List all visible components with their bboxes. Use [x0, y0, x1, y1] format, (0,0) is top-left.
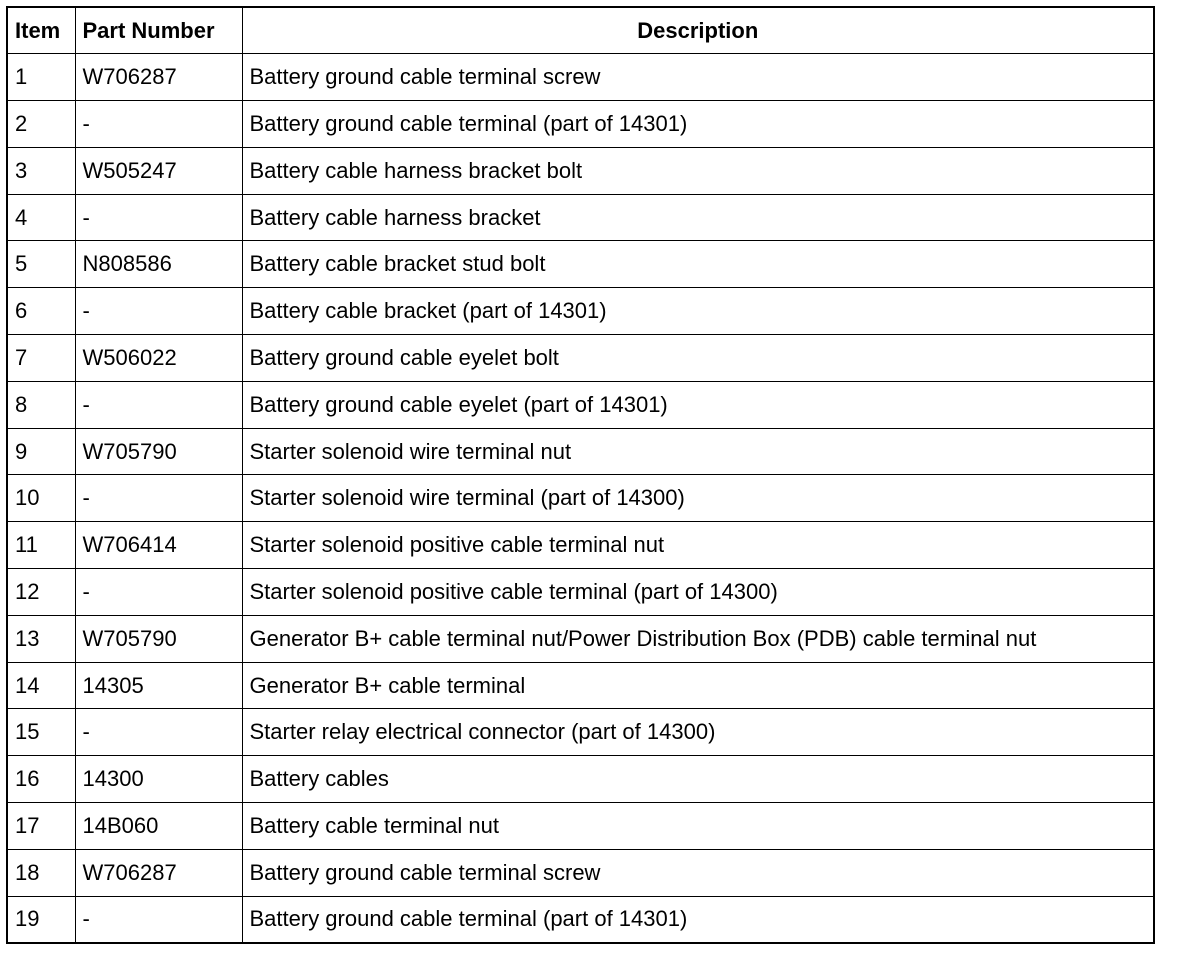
- item-cell: 15: [7, 709, 75, 756]
- item-cell: 11: [7, 522, 75, 569]
- table-row: [7, 241, 1154, 288]
- part-number-cell: W505247: [75, 147, 242, 194]
- description-cell: Battery ground cable eyelet (part of 14301): [242, 381, 1154, 428]
- part-number-cell: -: [75, 709, 242, 756]
- description-cell: Starter solenoid positive cable terminal (part of 14300): [242, 569, 1154, 616]
- part-number-cell: W705790: [75, 615, 242, 662]
- part-number-cell: -: [75, 569, 242, 616]
- item-cell: 7: [7, 335, 75, 382]
- item-cell: 13: [7, 615, 75, 662]
- item-cell: 2: [7, 101, 75, 148]
- item-cell: 9: [7, 428, 75, 475]
- item-cell: 10: [7, 475, 75, 522]
- table-row: [7, 615, 1154, 662]
- part-number-cell: W506022: [75, 335, 242, 382]
- table-row: [7, 849, 1154, 896]
- table-body: [7, 54, 1154, 943]
- part-number-cell: -: [75, 896, 242, 943]
- item-cell: 5: [7, 241, 75, 288]
- part-number-cell: -: [75, 101, 242, 148]
- description-cell: Battery cable bracket (part of 14301): [242, 288, 1154, 335]
- table-row: [7, 756, 1154, 803]
- part-number-cell: W706414: [75, 522, 242, 569]
- column-header-description: Description: [242, 7, 1154, 54]
- description-cell: Battery cable bracket stud bolt: [242, 241, 1154, 288]
- description-cell: Starter solenoid wire terminal nut: [242, 428, 1154, 475]
- description-cell: Battery cable harness bracket: [242, 194, 1154, 241]
- description-cell: Generator B+ cable terminal nut/Power Distribution Box (PDB) cable terminal nut: [242, 615, 1154, 662]
- table-row: [7, 194, 1154, 241]
- item-cell: 1: [7, 54, 75, 101]
- table-row: [7, 662, 1154, 709]
- description-cell: Battery ground cable terminal screw: [242, 54, 1154, 101]
- item-cell: 6: [7, 288, 75, 335]
- table-row: [7, 475, 1154, 522]
- header-row: [7, 7, 1154, 54]
- table-row: [7, 147, 1154, 194]
- description-cell: Battery cables: [242, 756, 1154, 803]
- part-number-cell: -: [75, 194, 242, 241]
- description-cell: Battery cable harness bracket bolt: [242, 147, 1154, 194]
- table-row: [7, 522, 1154, 569]
- table-row: [7, 803, 1154, 850]
- description-cell: Battery ground cable terminal (part of 14301): [242, 896, 1154, 943]
- table-row: [7, 335, 1154, 382]
- table-row: [7, 896, 1154, 943]
- part-number-cell: W705790: [75, 428, 242, 475]
- part-number-cell: W706287: [75, 849, 242, 896]
- parts-table: [6, 6, 1155, 944]
- table-row: [7, 569, 1154, 616]
- part-number-cell: -: [75, 381, 242, 428]
- part-number-cell: 14305: [75, 662, 242, 709]
- table-row: [7, 381, 1154, 428]
- item-cell: 8: [7, 381, 75, 428]
- part-number-cell: -: [75, 288, 242, 335]
- description-cell: Battery cable terminal nut: [242, 803, 1154, 850]
- part-number-cell: W706287: [75, 54, 242, 101]
- description-cell: Generator B+ cable terminal: [242, 662, 1154, 709]
- description-cell: Starter relay electrical connector (part of 14300): [242, 709, 1154, 756]
- table-row: [7, 54, 1154, 101]
- table-row: [7, 709, 1154, 756]
- item-cell: 17: [7, 803, 75, 850]
- description-cell: Battery ground cable eyelet bolt: [242, 335, 1154, 382]
- item-cell: 12: [7, 569, 75, 616]
- item-cell: 4: [7, 194, 75, 241]
- description-cell: Battery ground cable terminal (part of 14301): [242, 101, 1154, 148]
- table-row: [7, 288, 1154, 335]
- column-header-part-number: Part Number: [75, 7, 242, 54]
- description-cell: Starter solenoid wire terminal (part of 14300): [242, 475, 1154, 522]
- table-row: [7, 101, 1154, 148]
- table-row: [7, 428, 1154, 475]
- column-header-item: Item: [7, 7, 75, 54]
- item-cell: 19: [7, 896, 75, 943]
- description-cell: Starter solenoid positive cable terminal nut: [242, 522, 1154, 569]
- item-cell: 18: [7, 849, 75, 896]
- part-number-cell: 14B060: [75, 803, 242, 850]
- item-cell: 14: [7, 662, 75, 709]
- item-cell: 3: [7, 147, 75, 194]
- table-header: [7, 7, 1154, 54]
- item-cell: 16: [7, 756, 75, 803]
- description-cell: Battery ground cable terminal screw: [242, 849, 1154, 896]
- part-number-cell: 14300: [75, 756, 242, 803]
- part-number-cell: N808586: [75, 241, 242, 288]
- part-number-cell: -: [75, 475, 242, 522]
